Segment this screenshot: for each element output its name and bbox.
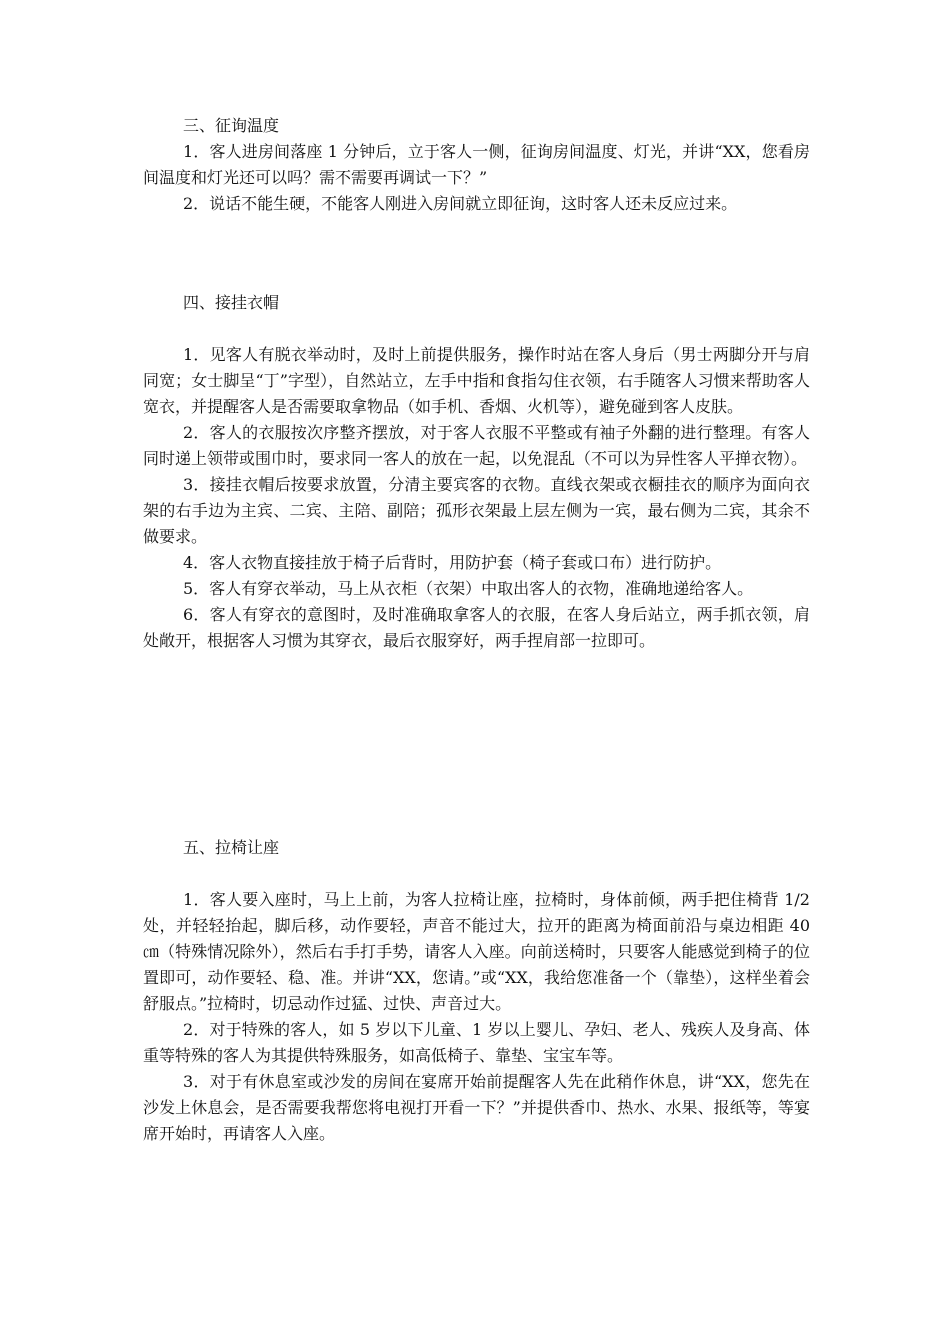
paragraph: 2．对于特殊的客人，如 5 岁以下儿童、1 岁以上婴儿、孕妇、老人、残疾人及身高、体重等特殊的客人为其提供特殊服务，如高低椅子、靠垫、宝宝车等。	[143, 1020, 810, 1065]
paragraph: 2．客人的衣服按次序整齐摆放，对于客人衣服不平整或有袖子外翻的进行整理。有客人同时递上领带或围巾时，要求同一客人的放在一起，以免混乱（不可以为异性客人平掸衣物）。	[143, 423, 810, 468]
section-heading: 三、征询温度	[183, 116, 280, 135]
paragraph: 3．对于有休息室或沙发的房间在宴席开始前提醒客人先在此稍作休息，讲“XX，您先在沙发上休息会，是否需要我帮您将电视打开看一下？”并提供香巾、热水、水果、报纸等，等宴席开始时，再请客人入座。	[143, 1072, 810, 1143]
paragraph: 3．接挂衣帽后按要求放置，分清主要宾客的衣物。直线衣架或衣橱挂衣的顺序为面向衣架的右手边为主宾、二宾、主陪、副陪；孤形衣架最上层左侧为一宾，最右侧为二宾，其余不做要求。	[143, 475, 810, 546]
paragraph: 4．客人衣物直接挂放于椅子后背时，用防护套（椅子套或口布）进行防护。	[183, 553, 722, 572]
paragraph: 1．见客人有脱衣举动时，及时上前提供服务，操作时站在客人身后（男士两脚分开与肩同宽；女士脚呈“丁”字型），自然站立，左手中指和食指勾住衣领，右手随客人习惯来帮助客人宽衣，并提醒客人是否需要取拿物品（如手机、香烟、火机等），避免碰到客人皮肤。	[143, 345, 810, 416]
paragraph: 5．客人有穿衣举动，马上从衣柜（衣架）中取出客人的衣物，准确地递给客人。	[183, 579, 754, 598]
paragraph: 2．说话不能生硬，不能客人刚进入房间就立即征询，这时客人还未反应过来。	[183, 194, 738, 213]
section-consult-temperature	[143, 113, 810, 217]
section-pull-chair	[143, 835, 810, 1147]
paragraph: 1．客人进房间落座 1 分钟后，立于客人一侧，征询房间温度、灯光，并讲“XX，您看房间温度和灯光还可以吗？需不需要再调试一下？”	[143, 142, 810, 187]
section-hang-coats	[143, 290, 810, 654]
paragraph: 6．客人有穿衣的意图时，及时准确取拿客人的衣服，在客人身后站立，两手抓衣领，肩处敞开，根据客人习惯为其穿衣，最后衣服穿好，两手捏肩部一拉即可。	[143, 605, 810, 650]
paragraph: 1．客人要入座时，马上上前，为客人拉椅让座，拉椅时，身体前倾，两手把住椅背 1/2 处，并轻轻抬起，脚后移，动作要轻，声音不能过大，拉开的距离为椅面前沿与桌边相距 40 ㎝（特殊情况除外），然后右手打手势，请客人入座。向前送椅时，只要客人能感觉到椅子的位置即可，动作要轻、稳、准。并讲“XX，您请。”或“XX，我给您准备一个（靠垫），这样坐着会舒服点。”拉椅时，切忌动作过猛、过快、声音过大。	[143, 890, 810, 1013]
section-heading: 五、拉椅让座	[183, 838, 280, 857]
section-heading: 四、接挂衣帽	[183, 293, 280, 312]
